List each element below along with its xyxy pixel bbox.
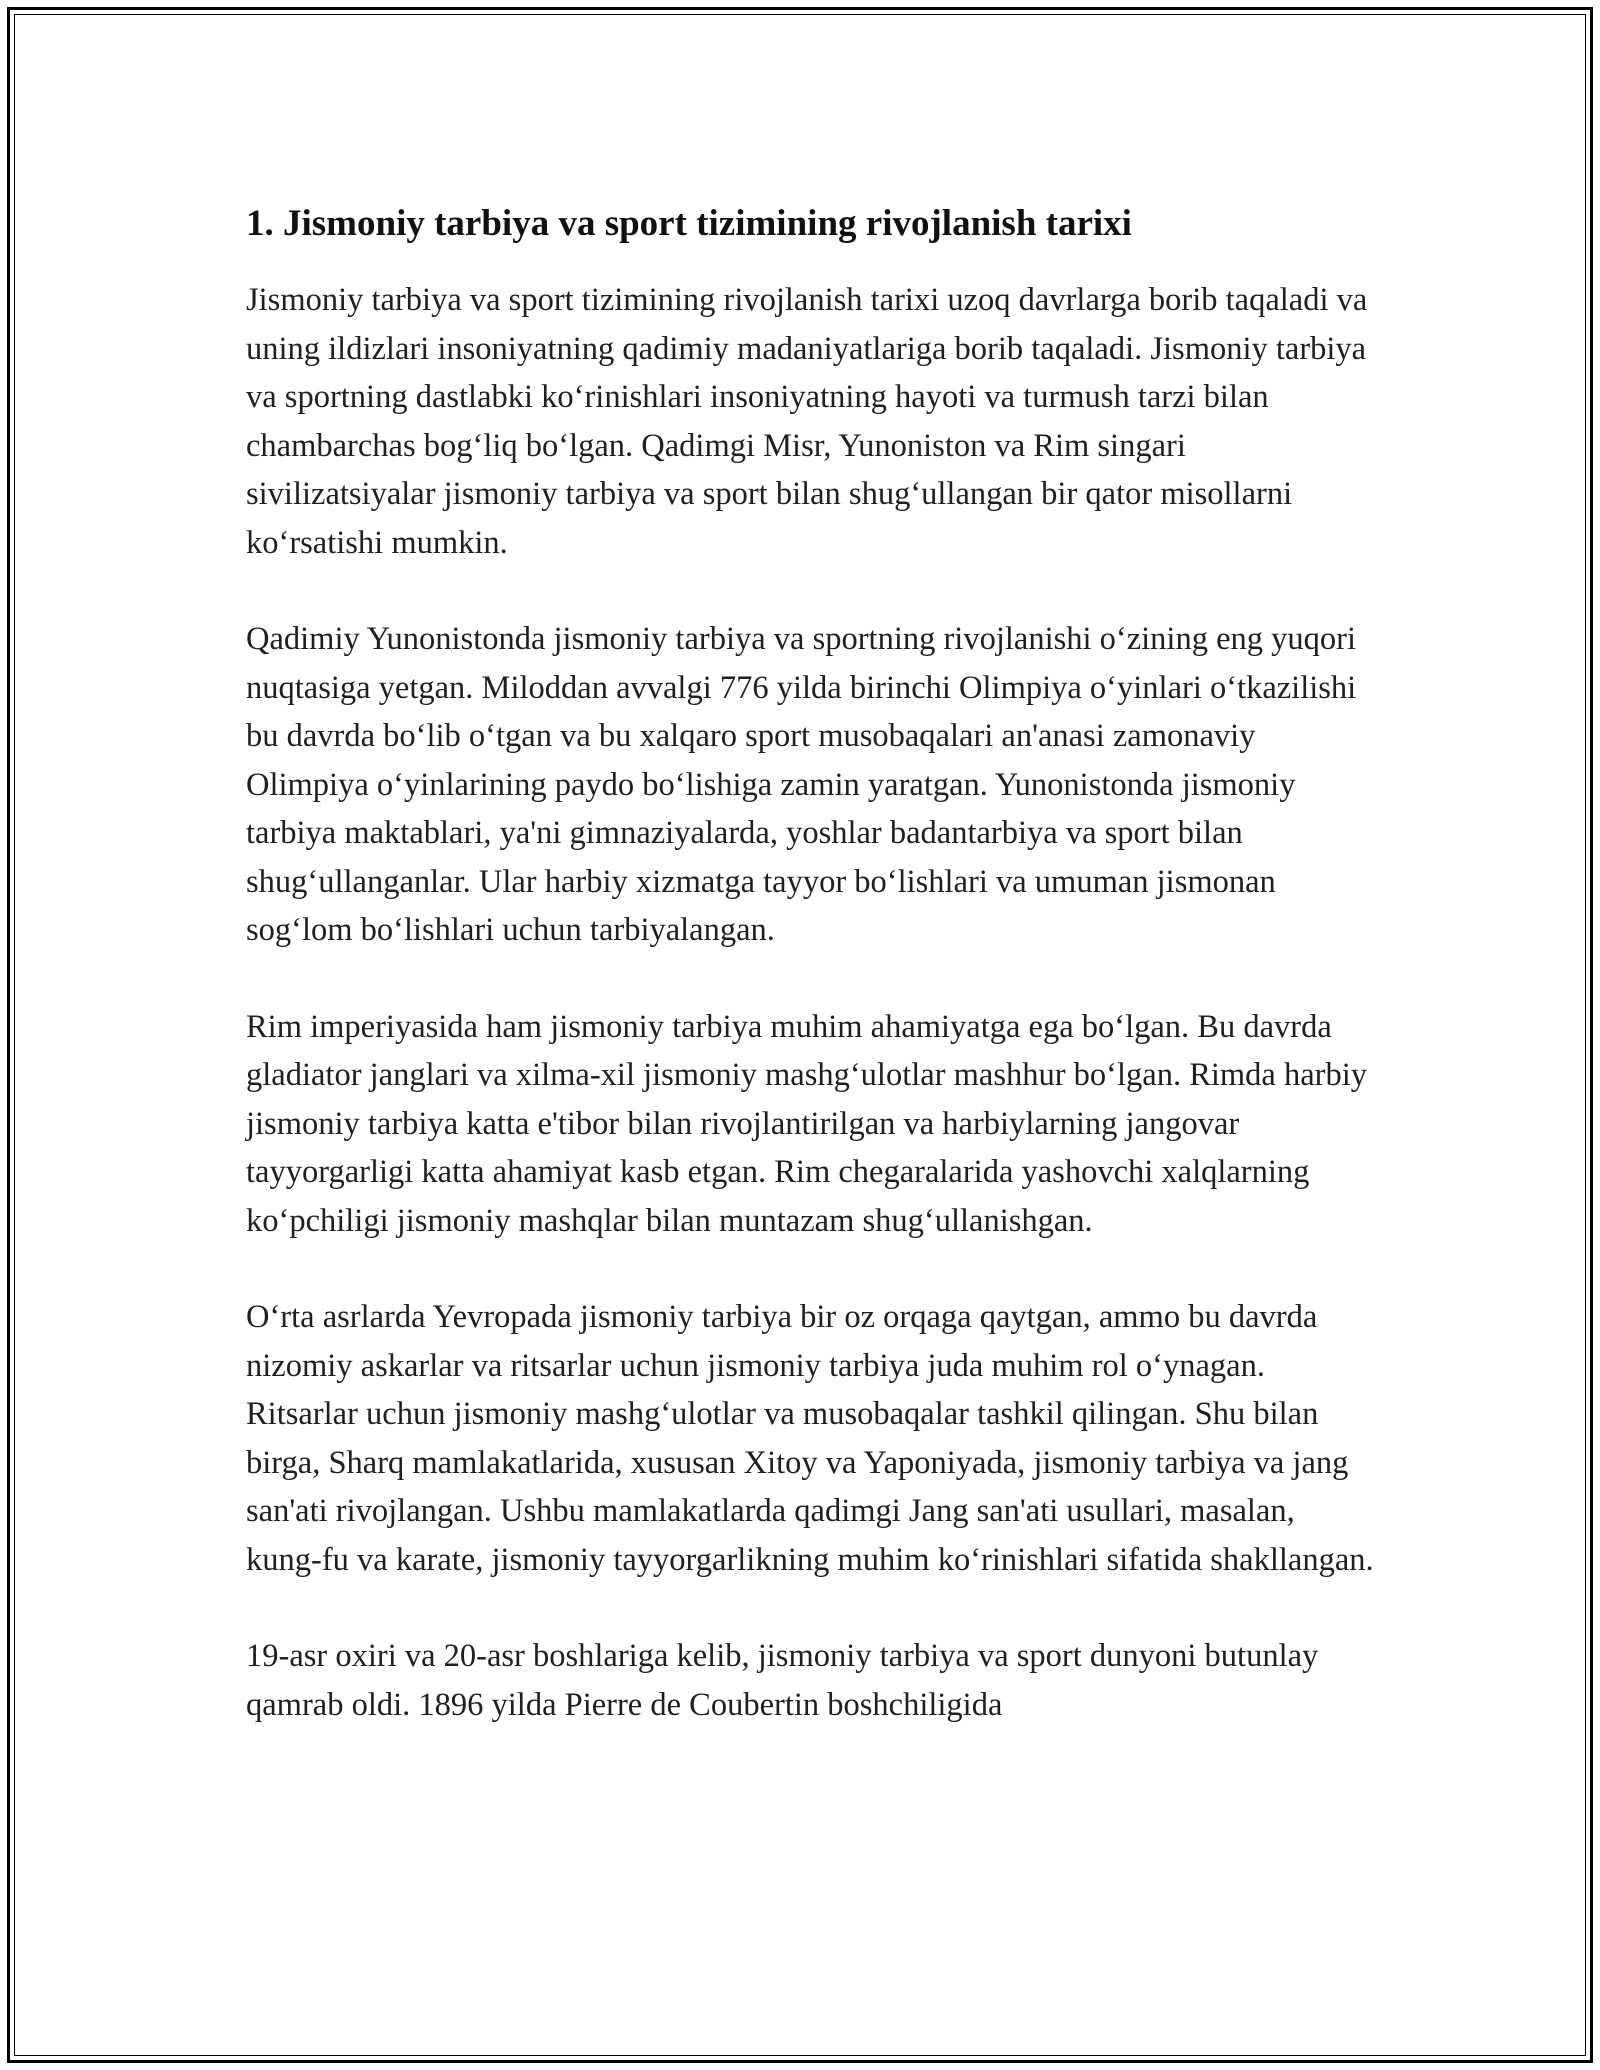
section-heading: 1. Jismoniy tarbiya va sport tizimining rivojlanish tarixi (246, 203, 1132, 244)
paragraph-3: Rim imperiyasida ham jismoniy tarbiya muhim ahamiyatga ega boʻlgan. Bu davrda gladiator janglari va xilma-xil jismoniy mashgʻulotlar mashhur boʻlgan. Rimda harbiy jismoniy tarbiya katta e'tibor bilan rivojlantirilgan va harbiylarning jangovar tayyorgarligi katta ahamiyat kasb etgan. Rim chegaralarida yashovchi xalqlarning koʻpchiligi jismoniy mashqlar bilan muntazam shugʻullanishgan. (246, 1008, 1368, 1239)
paragraph-4: Oʻrta asrlarda Yevropada jismoniy tarbiya bir oz orqaga qaytgan, ammo bu davrda nizomiy askarlar va ritsarlar uchun jismoniy tarbiya juda muhim rol oʻynagan. Ritsarlar uchun jismoniy mashgʻulotlar va musobaqalar tashkil qilingan. Shu bilan birga, Sharq mamlakatlarida, xususan Xitoy va Yaponiyada, jismoniy tarbiya va jang san'ati rivojlangan. Ushbu mamlakatlarda qadimgi Jang san'ati usullari, masalan, kung-fu va karate, jismoniy tayyorgarlikning muhim koʻrinishlari sifatida shakllangan. (246, 1299, 1374, 1578)
document-body (246, 198, 1376, 1777)
paragraph-2: Qadimiy Yunonistonda jismoniy tarbiya va sportning rivojlanishi oʻzining eng yuqori nuqtasiga yetgan. Miloddan avvalgi 776 yilda birinchi Olimpiya oʻyinlari oʻtkazilishi bu davrda boʻlib oʻtgan va bu xalqaro sport musobaqalari an'anasi zamonaviy Olimpiya oʻyinlarining paydo boʻlishiga zamin yaratgan. Yunonistonda jismoniy tarbiya maktablari, ya'ni gimnaziyalarda, yoshlar badantarbiya va sport bilan shugʻullanganlar. Ular harbiy xizmatga tayyor boʻlishlari va umuman jismonan sogʻlom boʻlishlari uchun tarbiyalangan. (246, 621, 1357, 948)
paragraph-5: 19-asr oxiri va 20-asr boshlariga kelib, jismoniy tarbiya va sport dunyoni butunlay qamrab oldi. 1896 yilda Pierre de Coubertin boshchiligida (246, 1638, 1319, 1723)
paragraph-1: Jismoniy tarbiya va sport tizimining rivojlanish tarixi uzoq davrlarga borib taqaladi va uning ildizlari insoniyatning qadimiy madaniyatlariga borib taqaladi. Jismoniy tarbiya va sportning dastlabki koʻrinishlari insoniyatning hayoti va turmush tarzi bilan chambarchas bogʻliq boʻlgan. Qadimgi Misr, Yunoniston va Rim singari sivilizatsiyalar jismoniy tarbiya va sport bilan shugʻullangan bir qator misollarni koʻrsatishi mumkin. (246, 282, 1368, 561)
document-page (7, 7, 1593, 2063)
